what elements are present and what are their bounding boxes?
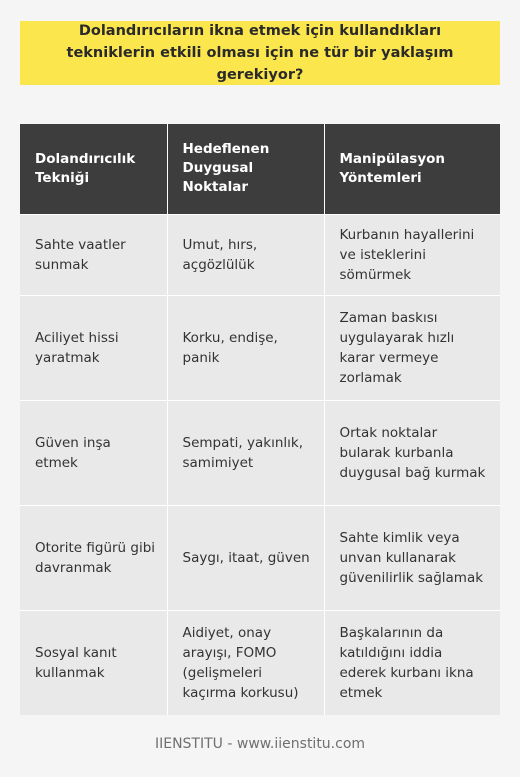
page-title: Dolandırıcıların ikna etmek için kullandıkları tekniklerin etkili olması için ne tür bir yaklaşım gerekiyor? [66,23,454,83]
footer-credit: IIENSTITU - www.iienstitu.com [154,736,366,752]
cell-emotional-points: Saygı, itaat, güven [167,505,324,610]
techniques-table [20,124,500,715]
cell-emotional-points: Sempati, yakınlık, samimiyet [167,400,324,505]
cell-emotional-points: Korku, endişe, panik [167,295,324,400]
cell-manipulation-method: Sahte kimlik veya unvan kullanarak güvenilirlik sağlamak [324,505,500,610]
cell-technique: Aciliyet hissi yaratmak [20,295,167,400]
table-row [20,610,500,715]
cell-emotional-points: Umut, hırs, açgözlülük [167,214,324,295]
cell-emotional-points: Aidiyet, onay arayışı, FOMO (gelişmeleri kaçırma korkusu) [167,610,324,715]
table-header-row [20,124,500,214]
table-row [20,400,500,505]
cell-manipulation-method: Ortak noktalar bularak kurbanla duygusal bağ kurmak [324,400,500,505]
cell-technique: Güven inşa etmek [20,400,167,505]
title-banner [20,21,500,85]
cell-technique: Otorite figürü gibi davranmak [20,505,167,610]
column-header-manipulation-methods: Manipülasyon Yöntemleri [324,124,500,214]
column-header-emotional-points: Hedeflenen Duygusal Noktalar [167,124,324,214]
cell-manipulation-method: Zaman baskısı uygulayarak hızlı karar vermeye zorlamak [324,295,500,400]
cell-technique: Sosyal kanıt kullanmak [20,610,167,715]
cell-technique: Sahte vaatler sunmak [20,214,167,295]
cell-manipulation-method: Kurbanın hayallerini ve isteklerini sömürmek [324,214,500,295]
table-row [20,505,500,610]
table-row [20,214,500,295]
table-row [20,295,500,400]
column-header-technique: Dolandırıcılık Tekniği [20,124,167,214]
cell-manipulation-method: Başkalarının da katıldığını iddia ederek kurbanı ikna etmek [324,610,500,715]
